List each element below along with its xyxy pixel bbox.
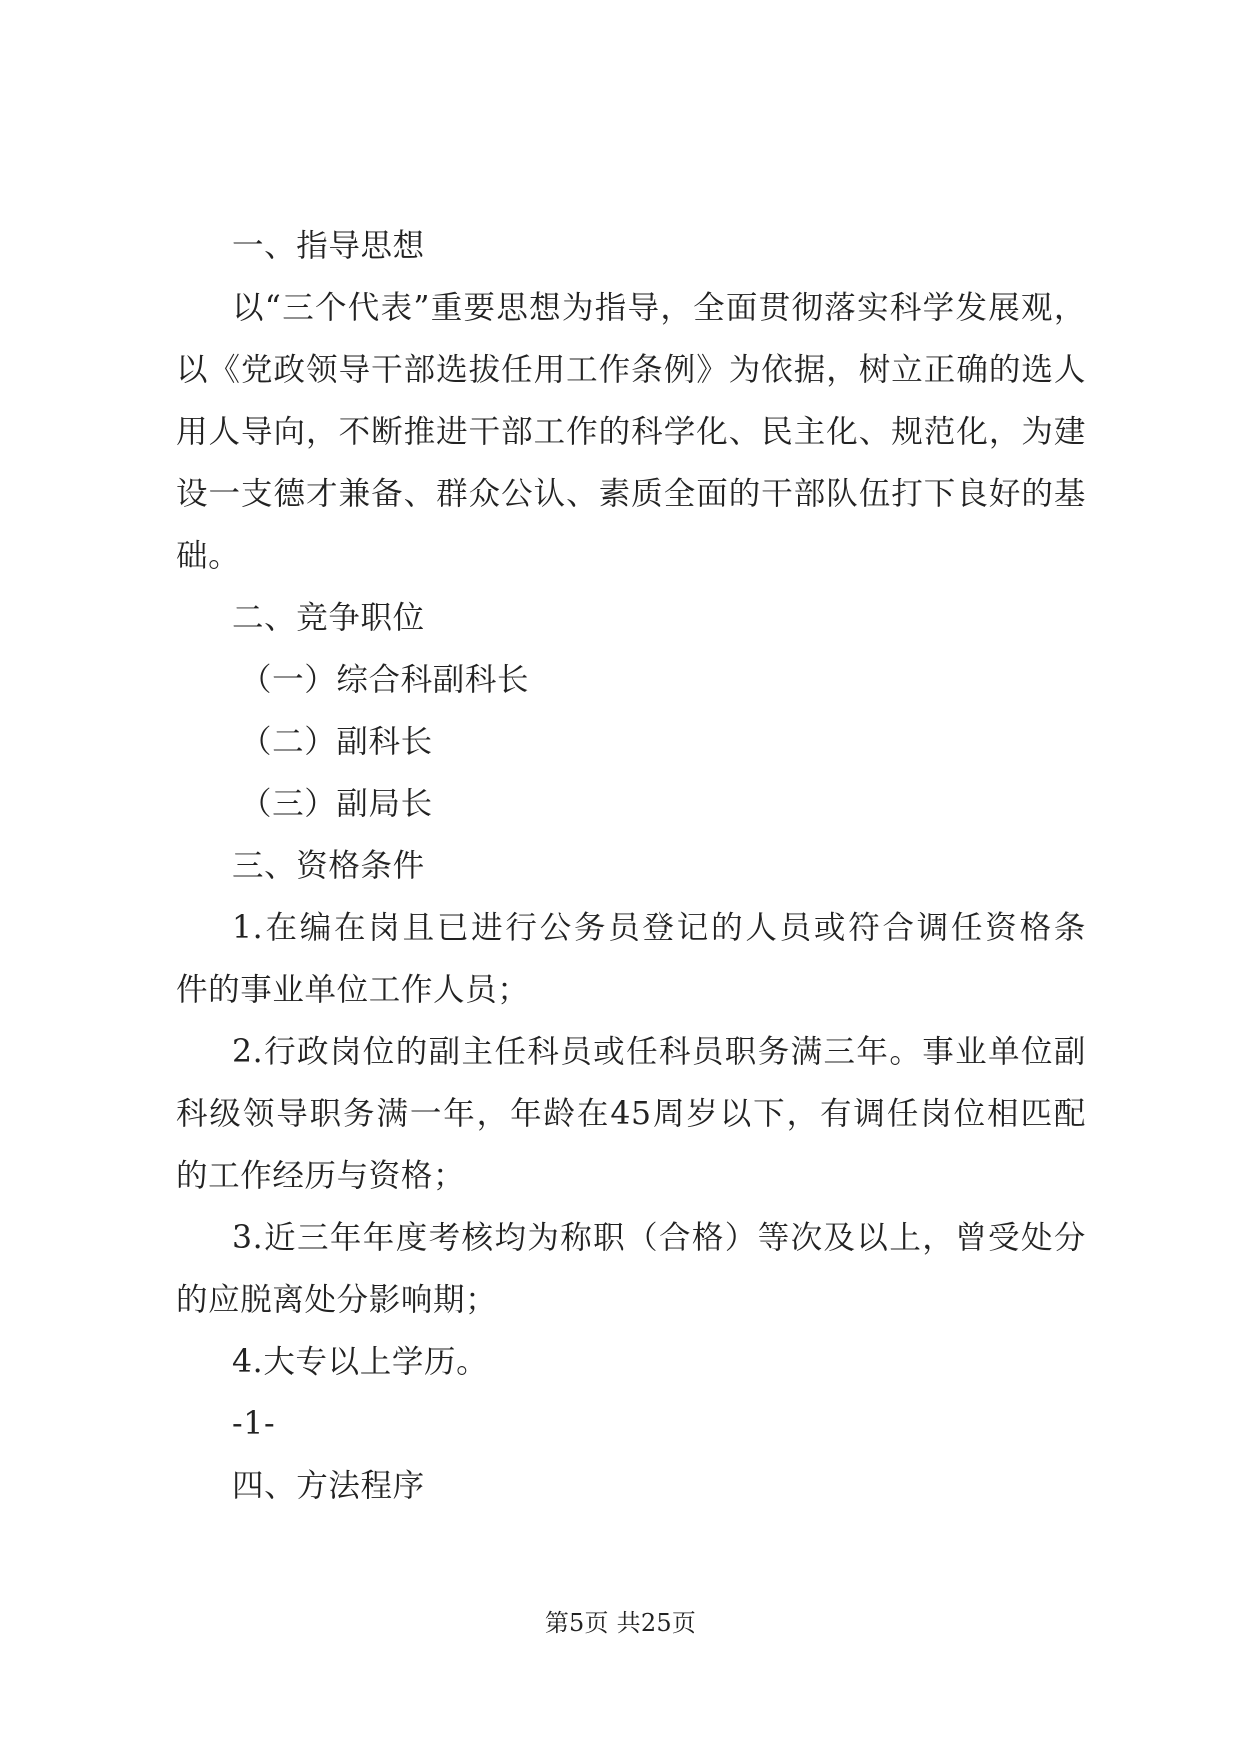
paragraph-line: 以“三个代表”重要思想为指导，全面贯彻落实科学发展观， bbox=[232, 290, 1086, 326]
paragraph-line: 4.大专以上学历。 bbox=[232, 1344, 489, 1380]
paragraph-line: 2.行政岗位的副主任科员或任科员职务满三年。事业单位副 bbox=[232, 1034, 1086, 1070]
heading-procedures: 四、方法程序 bbox=[232, 1468, 425, 1504]
paragraph-line: 科级领导职务满一年，年龄在45周岁以下，有调任岗位相匹配 bbox=[176, 1096, 1086, 1132]
paragraph-line: 的应脱离处分影响期； bbox=[176, 1282, 498, 1318]
paragraph-line: 件的事业单位工作人员； bbox=[176, 972, 530, 1008]
list-item: （二）副科长 bbox=[240, 724, 433, 760]
paragraph-line: 1.在编在岗且已进行公务员登记的人员或符合调任资格条 bbox=[232, 910, 1086, 946]
paragraph-line: 设一支德才兼备、群众公认、素质全面的干部队伍打下良好的基 bbox=[176, 476, 1086, 512]
heading-qualifications: 三、资格条件 bbox=[232, 848, 425, 884]
paragraph-line: 的工作经历与资格； bbox=[176, 1158, 466, 1194]
heading-positions: 二、竞争职位 bbox=[232, 600, 425, 636]
paragraph-line: 础。 bbox=[176, 538, 241, 574]
paragraph-line: 3.近三年年度考核均为称职（合格）等次及以上，曾受处分 bbox=[232, 1220, 1086, 1256]
list-item: （三）副局长 bbox=[240, 786, 433, 822]
heading-guiding-ideology: 一、指导思想 bbox=[232, 228, 425, 264]
list-item: （一）综合科副科长 bbox=[240, 662, 530, 698]
paragraph-line: 以《党政领导干部选拔任用工作条例》为依据，树立正确的选人 bbox=[176, 352, 1086, 388]
inline-page-marker: -1- bbox=[232, 1406, 276, 1442]
paragraph-line: 用人导向，不断推进干部工作的科学化、民主化、规范化，为建 bbox=[176, 414, 1086, 450]
page-number-footer: 第5页 共25页 bbox=[544, 1609, 697, 1637]
